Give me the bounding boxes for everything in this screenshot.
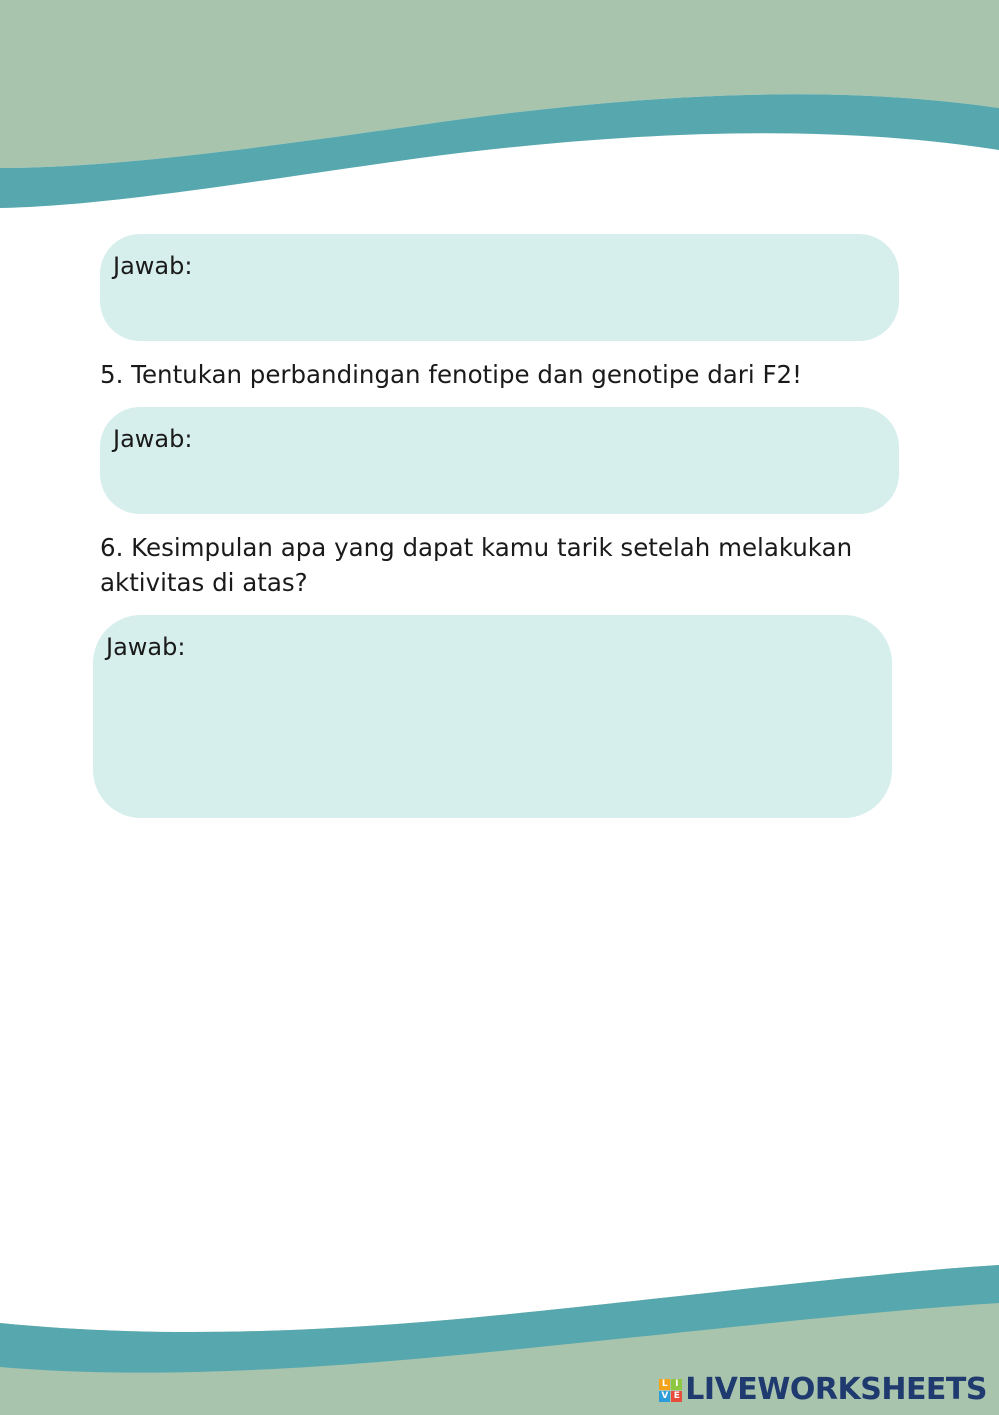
brand-name: LIVEWORKSHEETS: [685, 1372, 987, 1407]
answer-label: Jawab:: [106, 633, 186, 661]
brand-logo-letter: L: [659, 1379, 670, 1390]
question-5: 5. Tentukan perbandingan fenotipe dan genotipe dari F2!: [100, 360, 802, 389]
liveworksheets-logo: [659, 1373, 987, 1407]
answer-box-2[interactable]: [100, 407, 899, 514]
answer-box-1[interactable]: [100, 234, 899, 341]
brand-logo-letter: E: [671, 1391, 682, 1402]
brand-logo-letter: I: [671, 1379, 682, 1390]
top-wave-decoration: [0, 0, 999, 215]
brand-logo-icon: [659, 1379, 682, 1402]
answer-box-3[interactable]: [93, 615, 892, 818]
brand-logo-letter: V: [659, 1391, 670, 1402]
answer-label: Jawab:: [113, 425, 193, 453]
answer-label: Jawab:: [113, 252, 193, 280]
question-6: 6. Kesimpulan apa yang dapat kamu tarik setelah melakukan aktivitas di atas?: [100, 533, 853, 597]
